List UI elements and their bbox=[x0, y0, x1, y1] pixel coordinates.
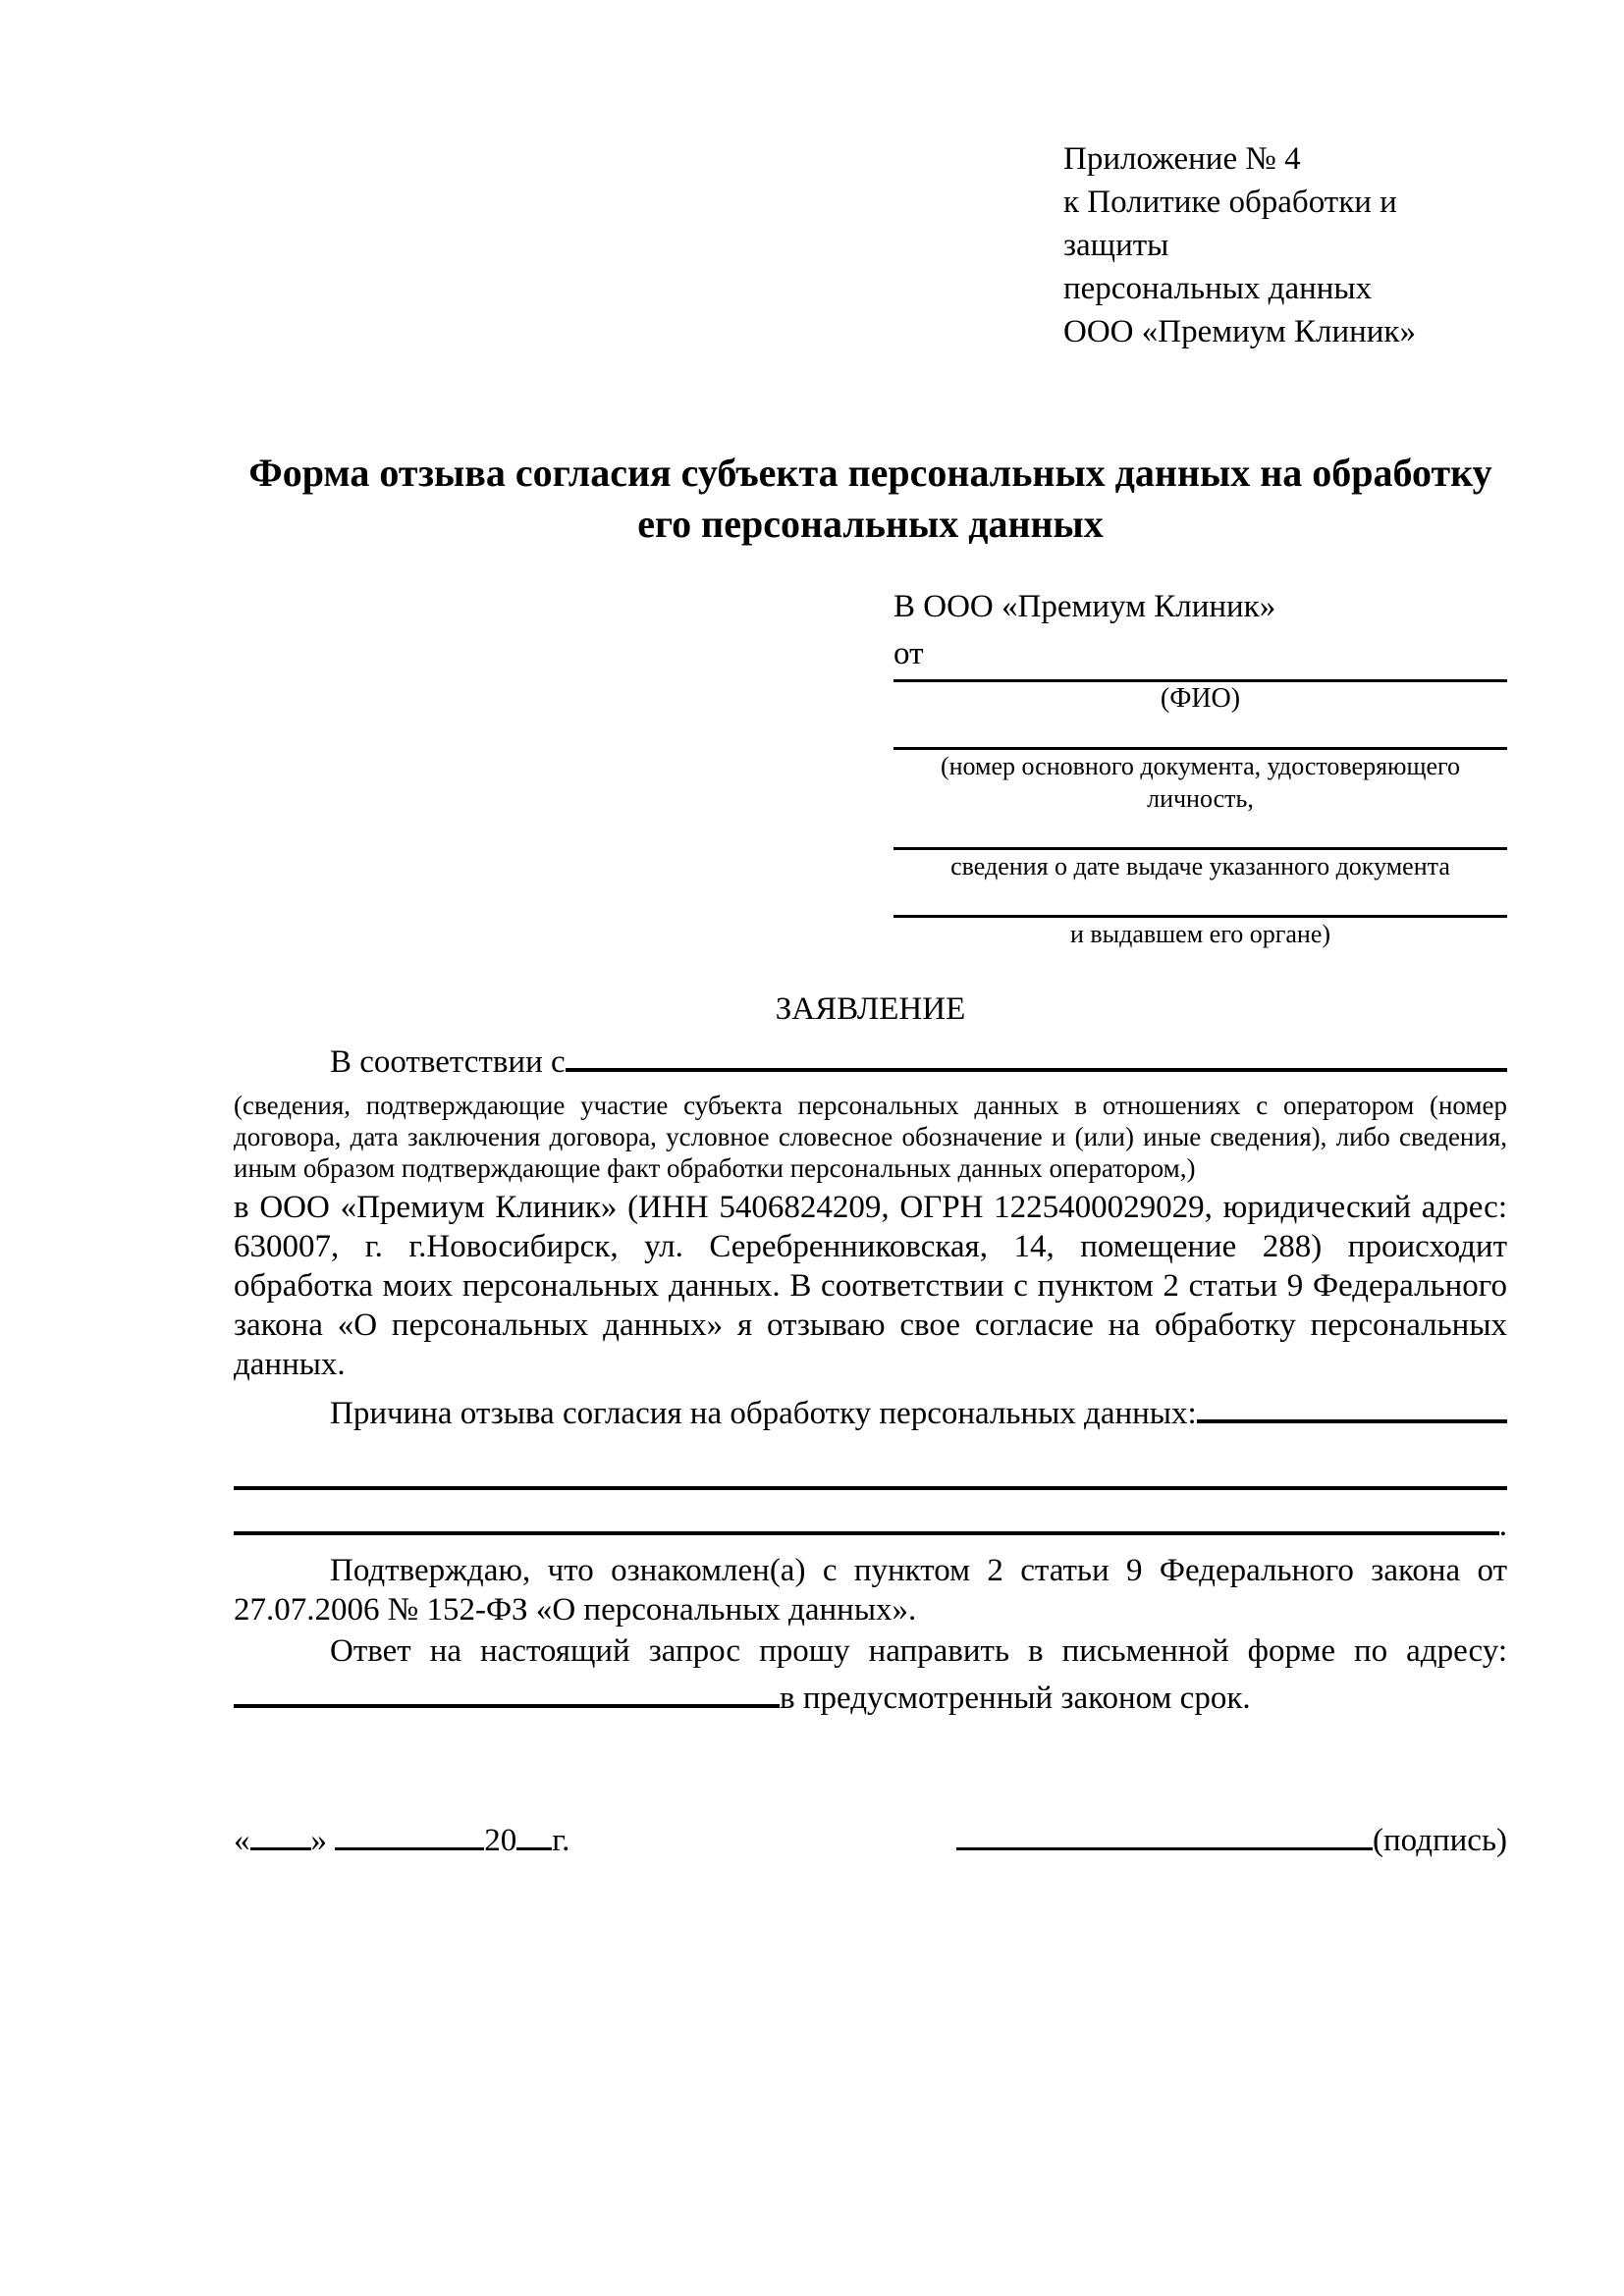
accordance-row bbox=[234, 1033, 1507, 1084]
issuing-authority-caption: и выдавшем его органе) bbox=[1069, 920, 1331, 948]
reason-row bbox=[234, 1384, 1507, 1433]
reason-line-3-row bbox=[234, 1500, 1507, 1545]
address-line[interactable] bbox=[234, 1671, 780, 1708]
appendix-header-line: Приложение № 4 bbox=[1063, 141, 1301, 177]
recipient-block bbox=[893, 583, 1507, 950]
body-paragraph: в ООО «Премиум Клиник» (ИНН 5406824209, ОГРН 1225400029029, юридический адрес: 630007, г. г.Новосибирск, ул. Серебренниковская, 14, помещение 288) происходит обработка моих персональных данных. В соответствии с пунктом 2 статьи 9 Федерального закона «О персональных данных» я отзываю свое согласие на обработку персональных данных. bbox=[234, 1190, 1507, 1382]
accordance-footnote: (сведения, подтверждающие участие субъекта персональных данных в отношениях с оператором (номер договора, дата заключения договора, условное словесное обозначение и (или) иные сведения), либо сведения, иным образом подтверждающие факт обработки персональных данных оператором,) bbox=[234, 1091, 1507, 1183]
reason-period: . bbox=[1498, 1508, 1507, 1543]
appendix-header-line: к Политике обработки и защиты bbox=[1063, 185, 1397, 263]
statement-heading: ЗАЯВЛЕНИЕ bbox=[775, 991, 966, 1027]
reply-address-lead: Ответ на настоящий запрос прошу направить в письменной форме по адресу: bbox=[330, 1633, 1507, 1669]
year-prefix: 20 bbox=[484, 1823, 517, 1858]
signature-line[interactable] bbox=[956, 1814, 1373, 1850]
signature-caption: (подпись) bbox=[1373, 1823, 1507, 1858]
document-number-field bbox=[893, 745, 1507, 815]
document-number-caption: (номер основного документа, удостоверяющего личность, bbox=[940, 752, 1461, 813]
year-line[interactable] bbox=[516, 1818, 552, 1850]
appendix-header-line: ООО «Премиум Клиник» bbox=[1063, 314, 1416, 349]
appendix-header bbox=[1063, 137, 1507, 353]
issue-date-field bbox=[893, 845, 1507, 882]
issuing-authority-field bbox=[893, 913, 1507, 950]
reason-line-2[interactable] bbox=[234, 1484, 1507, 1490]
date-line bbox=[234, 1818, 569, 1862]
accordance-lead: В соответствии с bbox=[330, 1044, 566, 1080]
open-quote: « bbox=[234, 1823, 250, 1858]
date-signature-row bbox=[234, 1814, 1507, 1862]
fio-field bbox=[893, 677, 1507, 715]
issue-date-caption: сведения о дате выдаче указанного документа bbox=[950, 852, 1450, 881]
close-quote: » bbox=[310, 1823, 327, 1858]
reply-address-tail: в предусмотренный законом срок. bbox=[780, 1681, 1251, 1716]
day-line[interactable] bbox=[250, 1818, 311, 1850]
accordance-line[interactable] bbox=[566, 1033, 1507, 1072]
reason-line-inline[interactable] bbox=[1197, 1384, 1507, 1423]
confirmation-paragraph: Подтверждаю, что ознакомлен(а) с пунктом 2 статьи 9 Федерального закона от 27.07.2006 № 152-ФЗ «О персональных данных». bbox=[234, 1553, 1507, 1628]
reason-lead: Причина отзыва согласия на обработку персональных данных: bbox=[330, 1396, 1197, 1431]
reason-line-3[interactable] bbox=[234, 1500, 1499, 1535]
fio-caption: (ФИО) bbox=[1160, 683, 1241, 714]
from-label: от bbox=[893, 636, 924, 671]
month-line[interactable] bbox=[335, 1818, 484, 1850]
recipient-organization: В ООО «Премиум Клиник» bbox=[893, 589, 1276, 624]
reply-address-row bbox=[234, 1671, 1507, 1720]
document-title: Форма отзыва согласия субъекта персональных данных на обработку его персональных данных bbox=[248, 451, 1492, 546]
appendix-header-line: персональных данных bbox=[1063, 271, 1373, 306]
year-suffix: г. bbox=[552, 1823, 570, 1858]
signature-block bbox=[956, 1814, 1507, 1862]
